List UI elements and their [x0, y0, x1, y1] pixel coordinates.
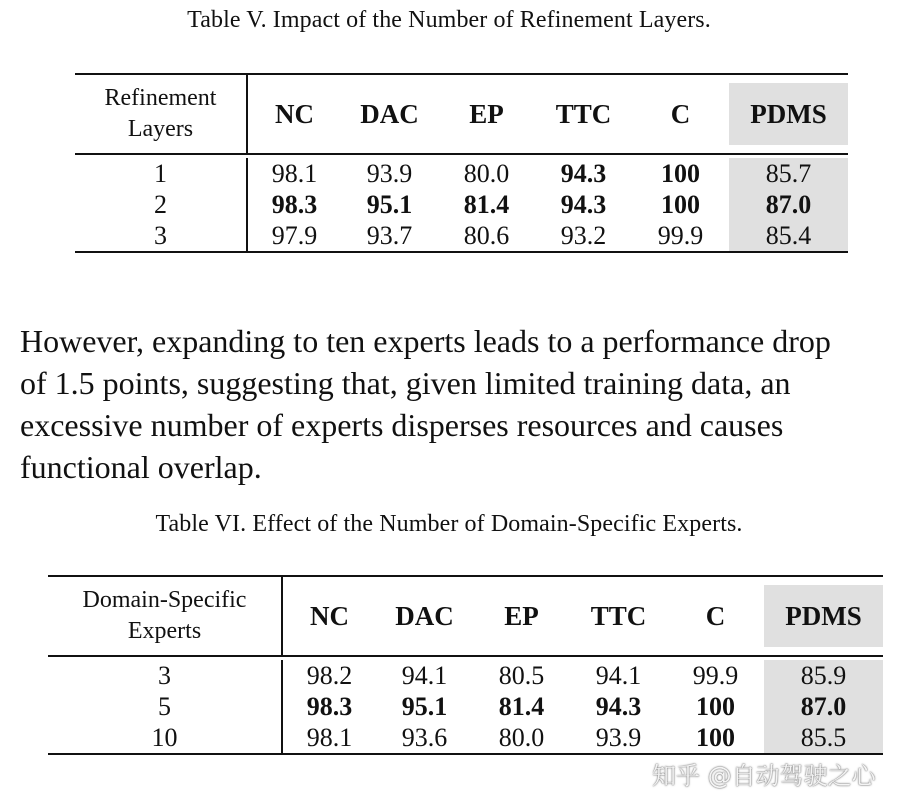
table-6-col-ttc: TTC [570, 576, 667, 656]
row-label: 2 [75, 189, 247, 220]
table-cell: 100 [696, 723, 735, 752]
paragraph-line: of 1.5 points, suggesting that, given limited training data, an [20, 365, 791, 401]
table-cell: 85.4 [729, 220, 848, 252]
table-cell: 94.3 [595, 692, 642, 721]
table-5-body [75, 158, 848, 252]
table-cell: 93.9 [366, 159, 413, 188]
table-6-header-row [48, 576, 883, 656]
table-5 [75, 73, 848, 253]
table-cell: 81.4 [463, 190, 510, 219]
table-5-caption: Table V. Impact of the Number of Refinement Layers. [187, 7, 711, 33]
row-label: 3 [48, 660, 282, 691]
paragraph-line: functional overlap. [20, 449, 262, 485]
table-row [75, 189, 848, 220]
table-cell: 80.5 [498, 661, 545, 690]
table-row [75, 158, 848, 189]
table-cell: 80.0 [498, 723, 545, 752]
table-cell: 94.3 [560, 159, 607, 188]
table-6-col-c: C [667, 576, 764, 656]
paragraph-line: However, expanding to ten experts leads to a performance drop [20, 323, 831, 359]
table-cell: 85.7 [729, 158, 848, 189]
table-cell: 100 [661, 190, 700, 219]
table-cell: 93.9 [595, 723, 642, 752]
table-cell: 85.9 [764, 660, 883, 691]
table-row [48, 691, 883, 722]
table-5-row-label-header: Refinement Layers [75, 74, 247, 154]
table-cell: 95.1 [401, 692, 448, 721]
table-6-col-pdms: PDMS [764, 576, 883, 656]
table-6-row-label-header: Domain-Specific Experts [48, 576, 282, 656]
table-cell: 93.6 [401, 723, 448, 752]
row-label: 10 [48, 722, 282, 754]
body-paragraph [20, 320, 898, 488]
table-cell: 94.3 [560, 190, 607, 219]
table-6-col-ep: EP [473, 576, 570, 656]
table-cell: 98.1 [271, 159, 318, 188]
table-6-col-dac: DAC [376, 576, 473, 656]
table-cell: 85.5 [764, 722, 883, 754]
table-cell: 100 [661, 159, 700, 188]
row-label: 3 [75, 220, 247, 252]
table-5-col-nc: NC [247, 74, 341, 154]
table-row [48, 660, 883, 691]
table-cell: 87.0 [764, 691, 883, 722]
table-5-col-ep: EP [438, 74, 535, 154]
table-cell: 94.1 [595, 661, 642, 690]
table-cell: 98.2 [306, 661, 353, 690]
table-cell: 81.4 [498, 692, 545, 721]
table-6 [48, 575, 883, 755]
table-cell: 94.1 [401, 661, 448, 690]
table-cell: 99.9 [657, 221, 704, 250]
watermark: 知乎 @自动驾驶之心 [652, 762, 876, 790]
table-6-caption: Table VI. Effect of the Number of Domain-Specific Experts. [155, 511, 743, 537]
row-label: 1 [75, 158, 247, 189]
table-cell: 87.0 [729, 189, 848, 220]
table-cell: 98.3 [306, 692, 353, 721]
table-cell: 99.9 [692, 661, 739, 690]
table-row [48, 722, 883, 754]
table-cell: 98.1 [306, 723, 353, 752]
table-cell: 97.9 [271, 221, 318, 250]
table-row [75, 220, 848, 252]
paragraph-line: excessive number of experts disperses resources and causes [20, 407, 784, 443]
table-cell: 93.2 [560, 221, 607, 250]
table-cell: 98.3 [271, 190, 318, 219]
table-6-col-nc: NC [282, 576, 376, 656]
table-cell: 93.7 [366, 221, 413, 250]
table-5-col-ttc: TTC [535, 74, 632, 154]
table-5-col-c: C [632, 74, 729, 154]
table-5-header-row [75, 74, 848, 154]
table-5-col-pdms: PDMS [729, 74, 848, 154]
table-cell: 80.0 [463, 159, 510, 188]
table-cell: 80.6 [463, 221, 510, 250]
table-cell: 95.1 [366, 190, 413, 219]
table-cell: 100 [696, 692, 735, 721]
row-label: 5 [48, 691, 282, 722]
table-5-col-dac: DAC [341, 74, 438, 154]
table-6-body [48, 660, 883, 754]
